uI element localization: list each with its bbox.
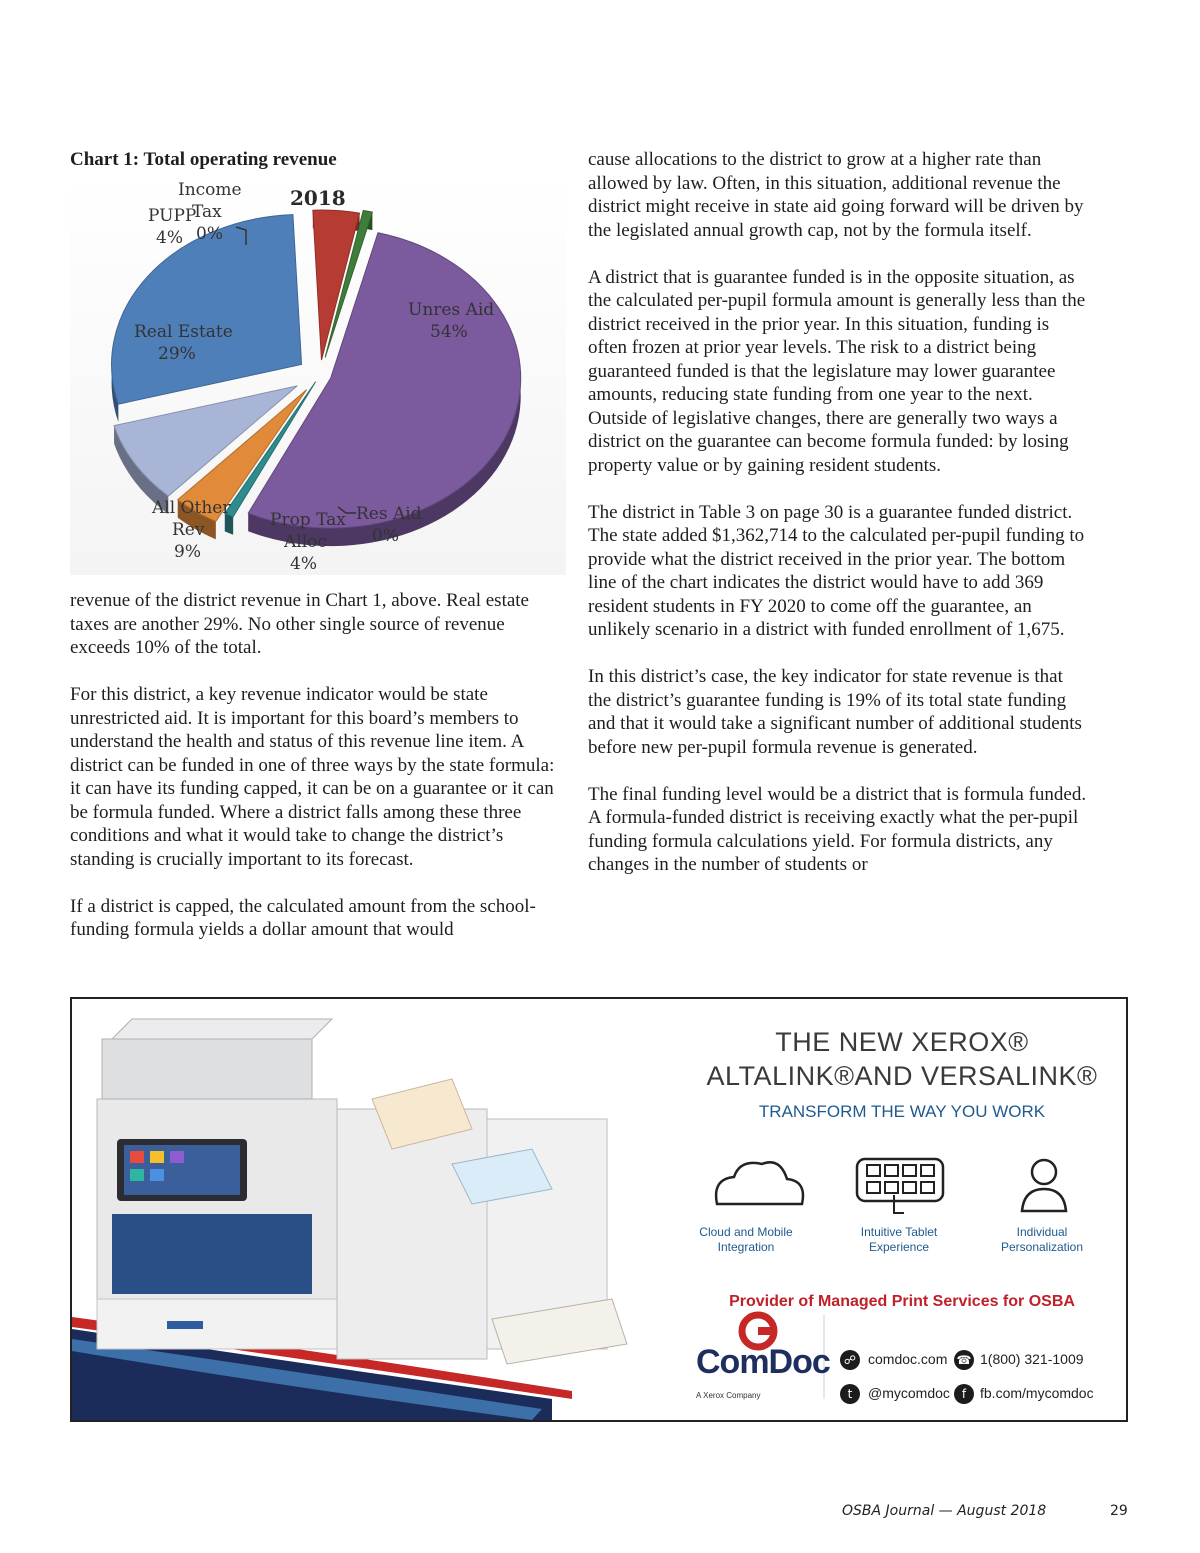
label-pupp: PUPP [148, 206, 197, 226]
label-res-aid: Res Aid [356, 504, 422, 524]
label-real-estate: Real Estate [134, 322, 233, 342]
feature-tablet-line1: Intuitive Tablet [860, 1225, 938, 1239]
label-income-tax-line2: Tax [192, 202, 222, 222]
right-paragraph-5: The final funding level would be a district that is formula funded. A formula-funded district is receiving exactly what the per-pupil funding formula calculations yield. For formula districts, any changes in the number of students or [588, 783, 1087, 875]
label-income-tax-line1: Income [178, 180, 242, 200]
right-paragraph-2: A district that is guarantee funded is in the opposite situation, as the calculated per-pupil formula amount is generally less than the district received in the prior year. In this situation, funding is often frozen at prior year levels. The risk to a district being guaranteed funded is that the legislature may lower guarantee amounts, reducing state funding from one year to the next. Outside of legislative changes, there are generally two ways a district on the guarantee can become formula funded: by losing property value or by gaining resident students. [588, 266, 1086, 476]
chart-title: Chart 1: Total operating revenue [70, 149, 337, 170]
label-prop-tax-line1: Prop Tax [270, 510, 346, 530]
link-icon: ☍ [840, 1350, 860, 1370]
screen-app-tile [150, 1169, 164, 1181]
feature-cloud-line2: Integration [717, 1240, 775, 1254]
xerox-comdoc-advertisement[interactable] [70, 997, 1128, 1422]
printer-finisher [337, 1109, 487, 1359]
screen-app-tile [170, 1151, 184, 1163]
left-paragraph-2: For this district, a key revenue indicator would be state unrestricted aid. It is important for this board’s members to understand the health and status of this revenue line item. A district can be funded in one of three ways by the state formula: it can have its funding capped, it can be on a guarantee or it can be formula funded. Where a district falls among these three conditions and what it would take to change the district’s standing is crucially important to its forecast. [70, 684, 555, 870]
right-paragraph-3: The district in Table 3 on page 30 is a guarantee funded district. The state added $1,362,714 to the calculated per-pupil funding to provide what the district received in the prior year. The bottom line of the chart indicates the district would have to add 369 resident students in FY 2020 to come off the guarantee, an unlikely scenario in a district with funded enrollment of 1,675. [588, 501, 1085, 640]
phone-icon: ☎ [954, 1350, 974, 1370]
left-column [70, 148, 562, 965]
comdoc-logo-subtitle: A Xerox Company [696, 1391, 761, 1400]
label-res-aid-pct: 0% [372, 526, 399, 546]
tablet-icon [857, 1159, 943, 1213]
comdoc-logo-text: ComDoc [696, 1343, 830, 1381]
screen-app-tile [150, 1151, 164, 1163]
label-pupp-pct: 4% [156, 228, 183, 248]
label-all-other-line2: Rev [172, 520, 205, 540]
label-real-estate-pct: 29% [158, 344, 196, 364]
cloud-icon [716, 1162, 803, 1204]
twitter-icon: t [840, 1384, 860, 1404]
label-all-other-line1: All Other [152, 498, 231, 518]
left-paragraph-3: If a district is capped, the calculated amount from the school-funding formula yields a dollar amount that would [70, 895, 536, 940]
footer-page-number: 29 [1110, 1503, 1128, 1519]
feature-personalization [972, 1225, 1112, 1255]
website-link[interactable]: comdoc.com [868, 1351, 948, 1367]
feature-person-line2: Personalization [1000, 1240, 1084, 1254]
feature-cloud-mobile [676, 1225, 816, 1255]
feature-tablet [829, 1225, 969, 1255]
printer-scanner-lid [112, 1019, 332, 1039]
ad-headline-line1: THE NEW XEROX® [775, 1027, 1029, 1057]
right-column [588, 148, 1088, 900]
feature-tablet-line2: Experience [868, 1240, 930, 1254]
ad-headline-line2: ALTALINK®AND VERSALINK® [706, 1061, 1098, 1091]
feature-cloud-line1: Cloud and Mobile [699, 1225, 793, 1239]
printer-badge [167, 1321, 203, 1329]
printer-scanner [102, 1039, 312, 1099]
screen-app-tile [130, 1151, 144, 1163]
chart-year-label: 2018 [290, 186, 346, 210]
label-all-other-pct: 9% [174, 542, 201, 562]
label-income-tax-pct: 0% [196, 224, 223, 244]
facebook-link[interactable]: fb.com/mycomdoc [980, 1385, 1094, 1401]
pie-chart-svg [70, 175, 566, 575]
left-paragraph-1: revenue of the district revenue in Chart 1, above. Real estate taxes are another 29%. No other single source of revenue exceeds 10% of the total. [70, 590, 529, 658]
right-paragraph-1: cause allocations to the district to grow at a higher rate than allowed by law. Often, in this situation, additional revenue the district might receive in state aid going forward will be driven by the legislated annual growth cap, not by the formula itself. [588, 149, 1084, 241]
phone-link[interactable]: 1(800) 321-1009 [980, 1351, 1084, 1367]
feature-person-line1: Individual [1016, 1225, 1068, 1239]
label-unres-aid: Unres Aid [408, 300, 495, 320]
right-paragraph-4: In this district’s case, the key indicator for state revenue is that the district’s guarantee funding is 19% of its total state funding and that it would take a significant number of additional students before new per-pupil formula revenue is generated. [588, 666, 1082, 758]
revenue-pie-chart [70, 175, 566, 575]
person-icon [1022, 1160, 1066, 1211]
label-unres-aid-pct: 54% [430, 322, 468, 342]
label-prop-tax-line2: Alloc [284, 532, 327, 552]
facebook-icon: f [954, 1384, 974, 1404]
printer-output-tray [112, 1214, 312, 1294]
ad-provider-text: Provider of Managed Print Services for OSBA [729, 1293, 1075, 1310]
footer-journal: OSBA Journal — August 2018 [842, 1503, 1047, 1519]
screen-app-tile [130, 1169, 144, 1181]
label-prop-tax-pct: 4% [290, 554, 317, 574]
twitter-link[interactable]: @mycomdoc [868, 1385, 950, 1401]
ad-tagline: TRANSFORM THE WAY YOU WORK [758, 1102, 1046, 1121]
printer-paper-drawer [97, 1299, 337, 1349]
